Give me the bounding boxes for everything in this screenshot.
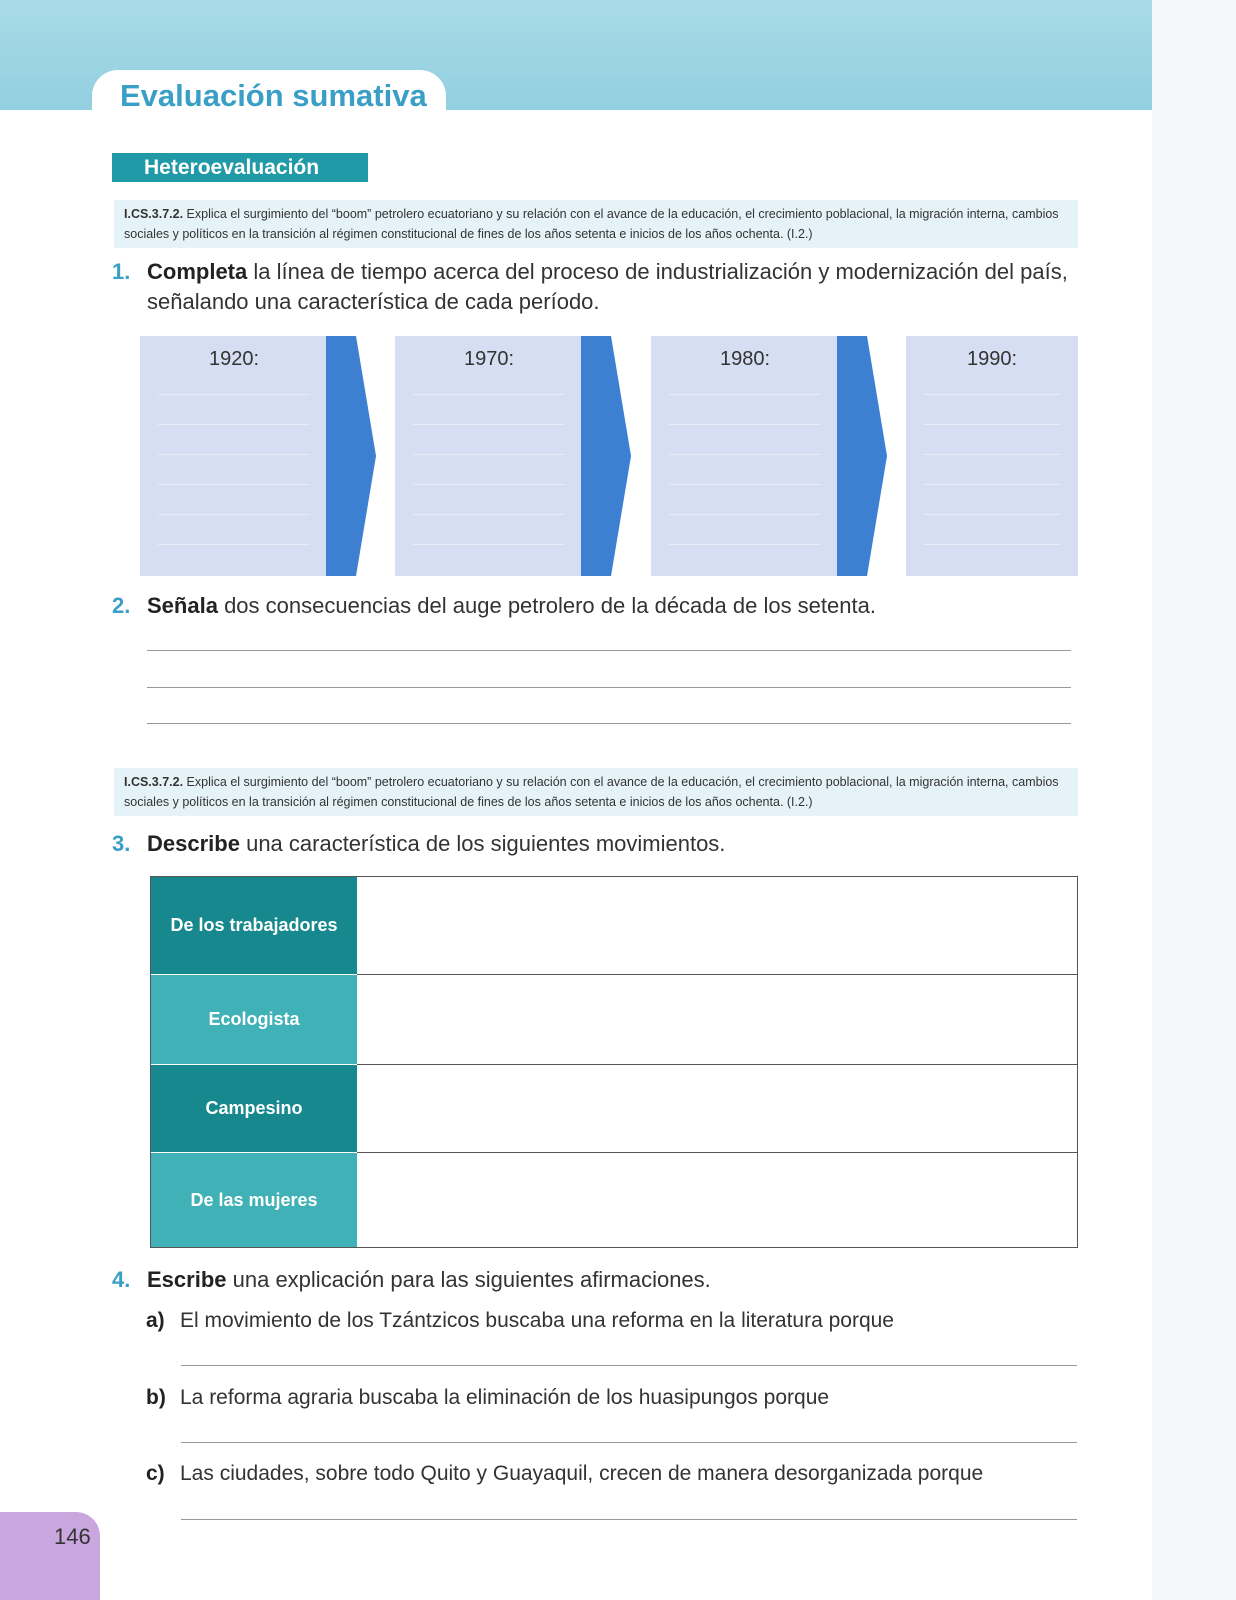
timeline-arrow-icon xyxy=(581,336,631,576)
writing-line xyxy=(669,424,821,425)
question-text: dos consecuencias del auge petrolero de la década de los setenta. xyxy=(224,593,876,618)
indicator-code: I.CS.3.7.2. xyxy=(124,207,184,221)
question-text: una explicación para las siguientes afirmaciones. xyxy=(232,1267,711,1292)
statement-letter: b) xyxy=(146,1386,166,1409)
timeline-year: 1970: xyxy=(463,348,515,370)
answer-cell[interactable] xyxy=(357,1153,1077,1247)
page-number: 146 xyxy=(54,1524,91,1549)
writing-line xyxy=(669,484,821,485)
statement-text: El movimiento de los Tzántzicos buscaba una reforma en la literatura porque xyxy=(180,1309,894,1332)
writing-line xyxy=(413,454,565,455)
question-2 xyxy=(112,591,1082,621)
question-4 xyxy=(112,1265,1082,1295)
indicator-text: Explica el surgimiento del “boom” petrolero ecuatoriano y su relación con el avance de la educación, el crecimiento poblacional, la migración interna, cambios sociales y políticos en la transición al régimen constitucional de fines de los años setenta e inicios de los años ochenta. (I.2.) xyxy=(124,207,1059,241)
question-text: la línea de tiempo acerca del proceso de industrialización y modernización del país, señalando una característica de cada período. xyxy=(147,259,1068,314)
timeline-box-1980[interactable] xyxy=(651,336,839,576)
table-row xyxy=(151,1153,1077,1247)
question-3 xyxy=(112,829,1082,859)
writing-line xyxy=(158,514,310,515)
writing-line xyxy=(924,394,1060,395)
row-label: Campesino xyxy=(151,1065,357,1152)
timeline-year: 1980: xyxy=(719,348,771,370)
movements-table xyxy=(150,876,1078,1248)
timeline-year: 1920: xyxy=(208,348,260,370)
statement-c xyxy=(146,1460,983,1488)
writing-line xyxy=(669,394,821,395)
indicator-text: Explica el surgimiento del “boom” petrolero ecuatoriano y su relación con el avance de la educación, el crecimiento poblacional, la migración interna, cambios sociales y políticos en la transición al régimen constitucional de fines de los años setenta e inicios de los años ochenta. (I.2.) xyxy=(124,775,1059,809)
question-number: 3. xyxy=(112,831,131,856)
answer-line[interactable] xyxy=(147,723,1071,724)
question-verb: Escribe xyxy=(147,1267,227,1292)
writing-line xyxy=(413,424,565,425)
writing-line xyxy=(158,544,310,545)
writing-line xyxy=(158,424,310,425)
page-edge xyxy=(1152,0,1236,1600)
answer-line[interactable] xyxy=(147,650,1071,651)
answer-line[interactable] xyxy=(181,1519,1077,1520)
timeline-arrow-icon xyxy=(837,336,887,576)
question-verb: Completa xyxy=(147,259,248,284)
indicator-code: I.CS.3.7.2. xyxy=(124,775,184,789)
table-row xyxy=(151,1065,1077,1152)
timeline-arrow-icon xyxy=(326,336,376,576)
writing-line xyxy=(669,544,821,545)
answer-line[interactable] xyxy=(181,1365,1077,1366)
writing-line xyxy=(413,484,565,485)
indicator-box xyxy=(114,200,1078,248)
timeline-box-1920[interactable] xyxy=(140,336,328,576)
row-label: Ecologista xyxy=(151,975,357,1064)
statement-a xyxy=(146,1307,894,1335)
answer-cell[interactable] xyxy=(357,975,1077,1064)
writing-line xyxy=(158,394,310,395)
statement-text: La reforma agraria buscaba la eliminación de los huasipungos porque xyxy=(180,1386,830,1409)
section-heading: Heteroevaluación xyxy=(112,153,368,182)
row-label: De las mujeres xyxy=(151,1153,357,1247)
question-number: 1. xyxy=(112,259,131,284)
timeline-year: 1990: xyxy=(966,348,1018,370)
indicator-box xyxy=(114,768,1078,816)
writing-line xyxy=(924,514,1060,515)
question-text: una característica de los siguientes movimientos. xyxy=(246,831,726,856)
writing-line xyxy=(413,514,565,515)
answer-line[interactable] xyxy=(147,687,1071,688)
writing-line xyxy=(924,454,1060,455)
writing-line xyxy=(924,484,1060,485)
page-title: Evaluación sumativa xyxy=(120,78,427,113)
statement-text: Las ciudades, sobre todo Quito y Guayaquil, crecen de manera desorganizada porque xyxy=(180,1462,984,1485)
statement-letter: c) xyxy=(146,1462,165,1485)
statement-b xyxy=(146,1384,829,1412)
timeline-box-1990[interactable] xyxy=(906,336,1078,576)
writing-line xyxy=(413,544,565,545)
timeline-box-1970[interactable] xyxy=(395,336,583,576)
question-verb: Señala xyxy=(147,593,218,618)
question-number: 2. xyxy=(112,593,131,618)
writing-line xyxy=(413,394,565,395)
answer-cell[interactable] xyxy=(357,1065,1077,1152)
writing-line xyxy=(924,424,1060,425)
statement-letter: a) xyxy=(146,1309,165,1332)
answer-cell[interactable] xyxy=(357,877,1077,974)
writing-line xyxy=(158,484,310,485)
writing-line xyxy=(669,514,821,515)
question-verb: Describe xyxy=(147,831,240,856)
question-number: 4. xyxy=(112,1267,131,1292)
writing-line xyxy=(669,454,821,455)
row-label: De los trabajadores xyxy=(151,877,357,974)
writing-line xyxy=(924,544,1060,545)
answer-line[interactable] xyxy=(181,1442,1077,1443)
writing-line xyxy=(158,454,310,455)
question-1 xyxy=(112,257,1082,317)
table-row xyxy=(151,877,1077,974)
table-row xyxy=(151,975,1077,1064)
